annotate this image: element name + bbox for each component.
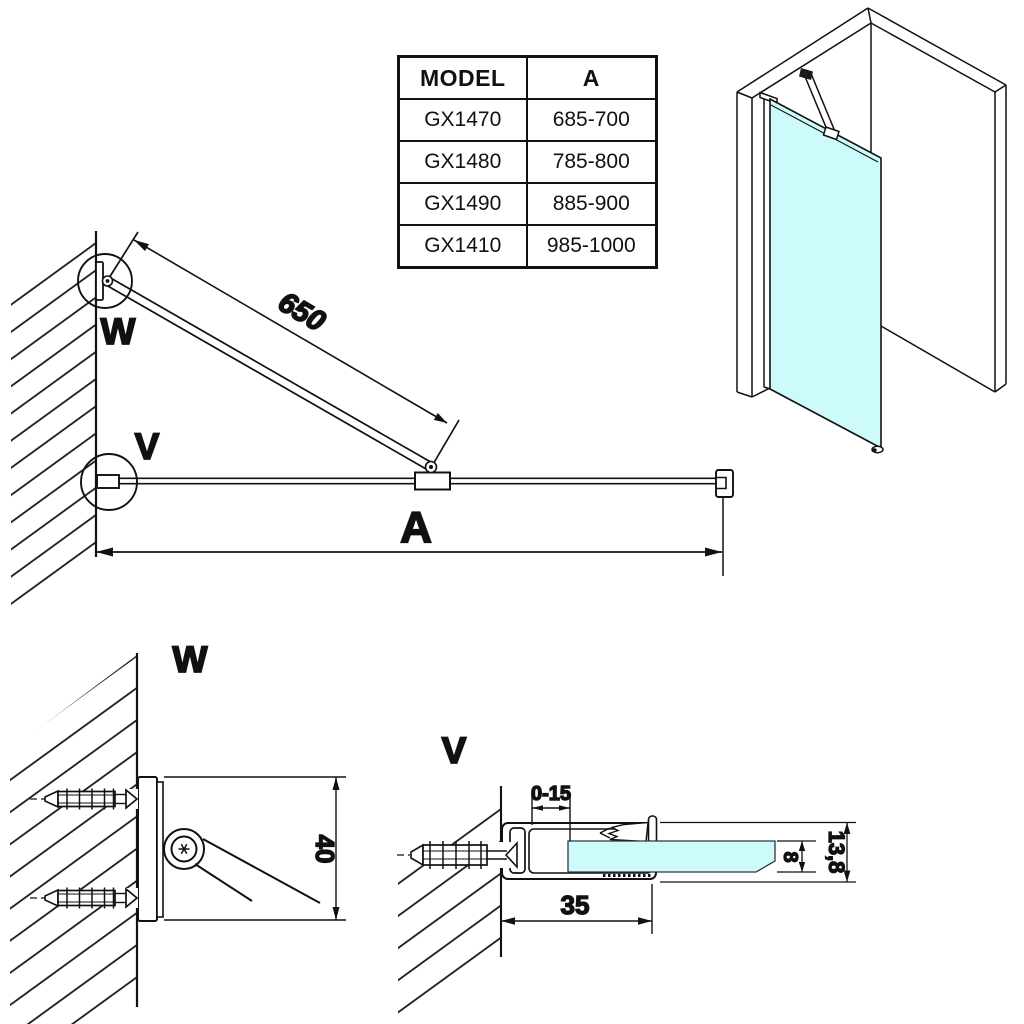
a-range-cell: 785-800 xyxy=(527,141,657,183)
label-dim-35: 35 xyxy=(560,890,590,920)
size-table-header-row xyxy=(399,57,657,100)
model-cell: GX1410 xyxy=(399,225,527,268)
wall-bracket-plate xyxy=(138,777,163,921)
wall-hatching-v xyxy=(398,788,501,1024)
table-row xyxy=(399,183,657,225)
a-range-cell: 985-1000 xyxy=(527,225,657,268)
size-table-header-model: MODEL xyxy=(399,57,527,100)
model-cell: GX1480 xyxy=(399,141,527,183)
table-row xyxy=(399,141,657,183)
table-row xyxy=(399,225,657,268)
perspective-view xyxy=(737,8,1006,453)
brace-wall-anchor-3d xyxy=(799,68,813,80)
label-dim-0-15: 0-15 xyxy=(530,783,572,805)
pivot-arm xyxy=(195,839,320,903)
glass-foot-3d xyxy=(872,446,883,452)
table-row xyxy=(399,99,657,141)
label-detail-w-title: W xyxy=(172,639,208,680)
size-table xyxy=(397,55,658,269)
glass-panel-3d xyxy=(770,99,881,448)
label-dim-13-8: 13,8 xyxy=(824,830,849,874)
dimension-a xyxy=(96,497,723,576)
front-view xyxy=(11,231,733,621)
detail-v-view xyxy=(397,730,856,1024)
wall-hatching-front xyxy=(11,233,96,621)
label-dim-8: 8 xyxy=(779,851,801,863)
label-dim-40: 40 xyxy=(310,834,340,864)
label-width-a: A xyxy=(400,503,432,552)
label-detail-v: V xyxy=(134,426,160,467)
a-range-cell: 685-700 xyxy=(527,99,657,141)
wall-hatching-w xyxy=(10,655,137,1024)
a-range-cell: 885-900 xyxy=(527,183,657,225)
detail-w-view xyxy=(10,639,346,1024)
label-brace-length: 650 xyxy=(272,286,331,339)
brace-connector-block xyxy=(415,473,450,490)
model-cell: GX1490 xyxy=(399,183,527,225)
label-detail-w: W xyxy=(100,311,136,352)
bar-end-cap xyxy=(716,470,733,497)
support-bar xyxy=(97,473,717,490)
bar-wall-bracket xyxy=(97,475,119,488)
label-detail-v-title: V xyxy=(441,730,467,771)
dimension-35 xyxy=(501,884,652,934)
size-table-header-a: A xyxy=(527,57,657,100)
model-cell: GX1470 xyxy=(399,99,527,141)
glass-panel-section xyxy=(568,841,775,872)
dimension-8 xyxy=(777,841,816,872)
